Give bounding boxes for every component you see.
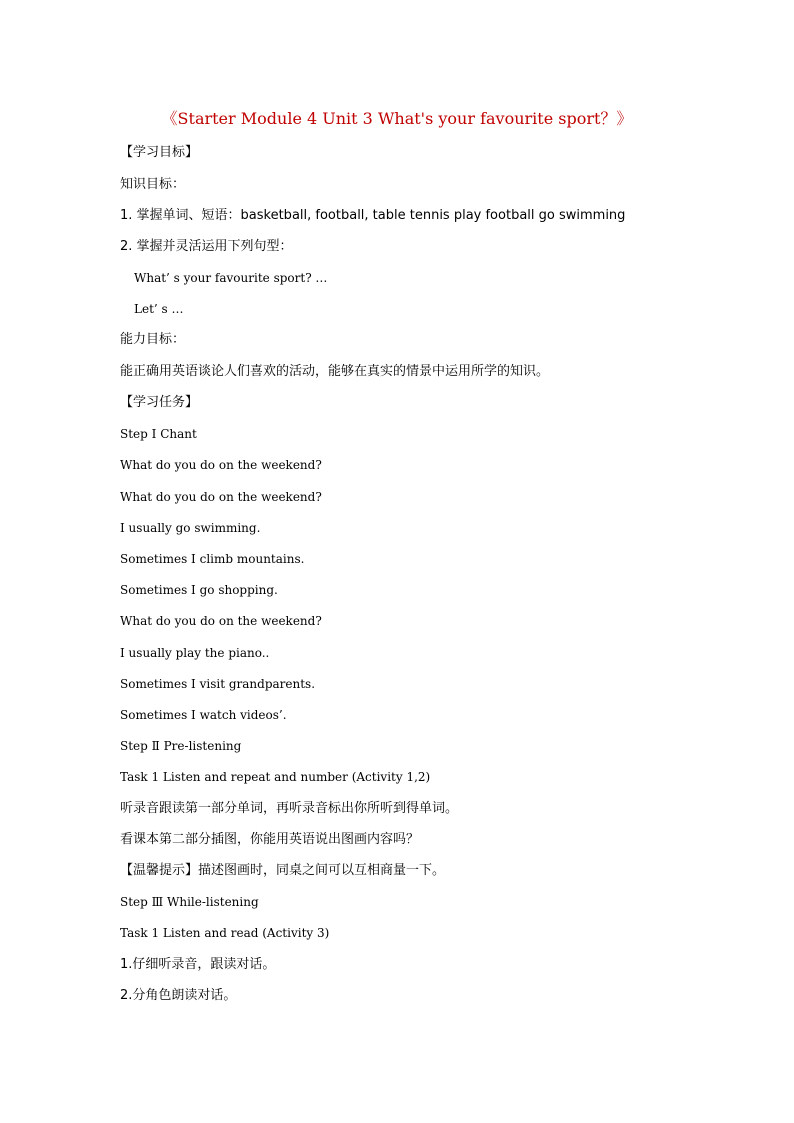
ability-objective-text: 能正确用英语谈论人们喜欢的活动，能够在真实的情景中运用所学的知识。: [120, 364, 550, 379]
objective-item-2: 2. 掌握并灵活运用下列句型：: [120, 239, 293, 254]
document-title: 《Starter Module 4 Unit 3 What's your favourite sport？》: [161, 109, 633, 128]
subheading-ability-objectives: 能力目标：: [120, 332, 186, 347]
chant-line: I usually go swimming.: [120, 521, 261, 535]
chant-line: Sometimes I go shopping.: [120, 583, 278, 597]
task-instruction: 1.仔细听录音，跟读对话。: [120, 957, 276, 972]
chant-line: I usually play the piano..: [120, 646, 270, 660]
task-1-listen-read-heading: Task 1 Listen and read (Activity 3): [120, 926, 330, 940]
tip-note: 【温馨提示】描述图画时，同桌之间可以互相商量一下。: [120, 863, 446, 878]
task-instruction: 看课本第二部分插图，你能用英语说出图画内容吗？: [120, 832, 420, 847]
chant-line: Sometimes I climb mountains.: [120, 552, 305, 566]
task-instruction: 2.分角色朗读对话。: [120, 988, 237, 1003]
section-heading-tasks: 【学习任务】: [120, 395, 199, 410]
sentence-pattern-1: What’ s your favourite sport? …: [134, 271, 328, 285]
step-1-heading: Step Ⅰ Chant: [120, 427, 197, 441]
objective-item-1: 1. 掌握单词、短语：basketball, football, table tennis play football go swimming: [120, 208, 626, 223]
task-1-heading: Task 1 Listen and repeat and number (Activity 1,2): [120, 770, 431, 784]
chant-line: What do you do on the weekend?: [120, 614, 322, 628]
chant-line: Sometimes I visit grandparents.: [120, 677, 316, 691]
subheading-knowledge-objectives: 知识目标：: [120, 177, 186, 192]
task-instruction: 听录音跟读第一部分单词，再听录音标出你所听到得单词。: [120, 801, 459, 816]
step-3-heading: Step Ⅲ While-listening: [120, 895, 259, 909]
chant-line: What do you do on the weekend?: [120, 458, 322, 472]
section-heading-objectives: 【学习目标】: [120, 145, 199, 160]
chant-line: What do you do on the weekend?: [120, 490, 322, 504]
step-2-heading: Step Ⅱ Pre-listening: [120, 739, 242, 753]
sentence-pattern-2: Let’ s …: [134, 302, 184, 316]
chant-line: Sometimes I watch videos’.: [120, 708, 287, 722]
